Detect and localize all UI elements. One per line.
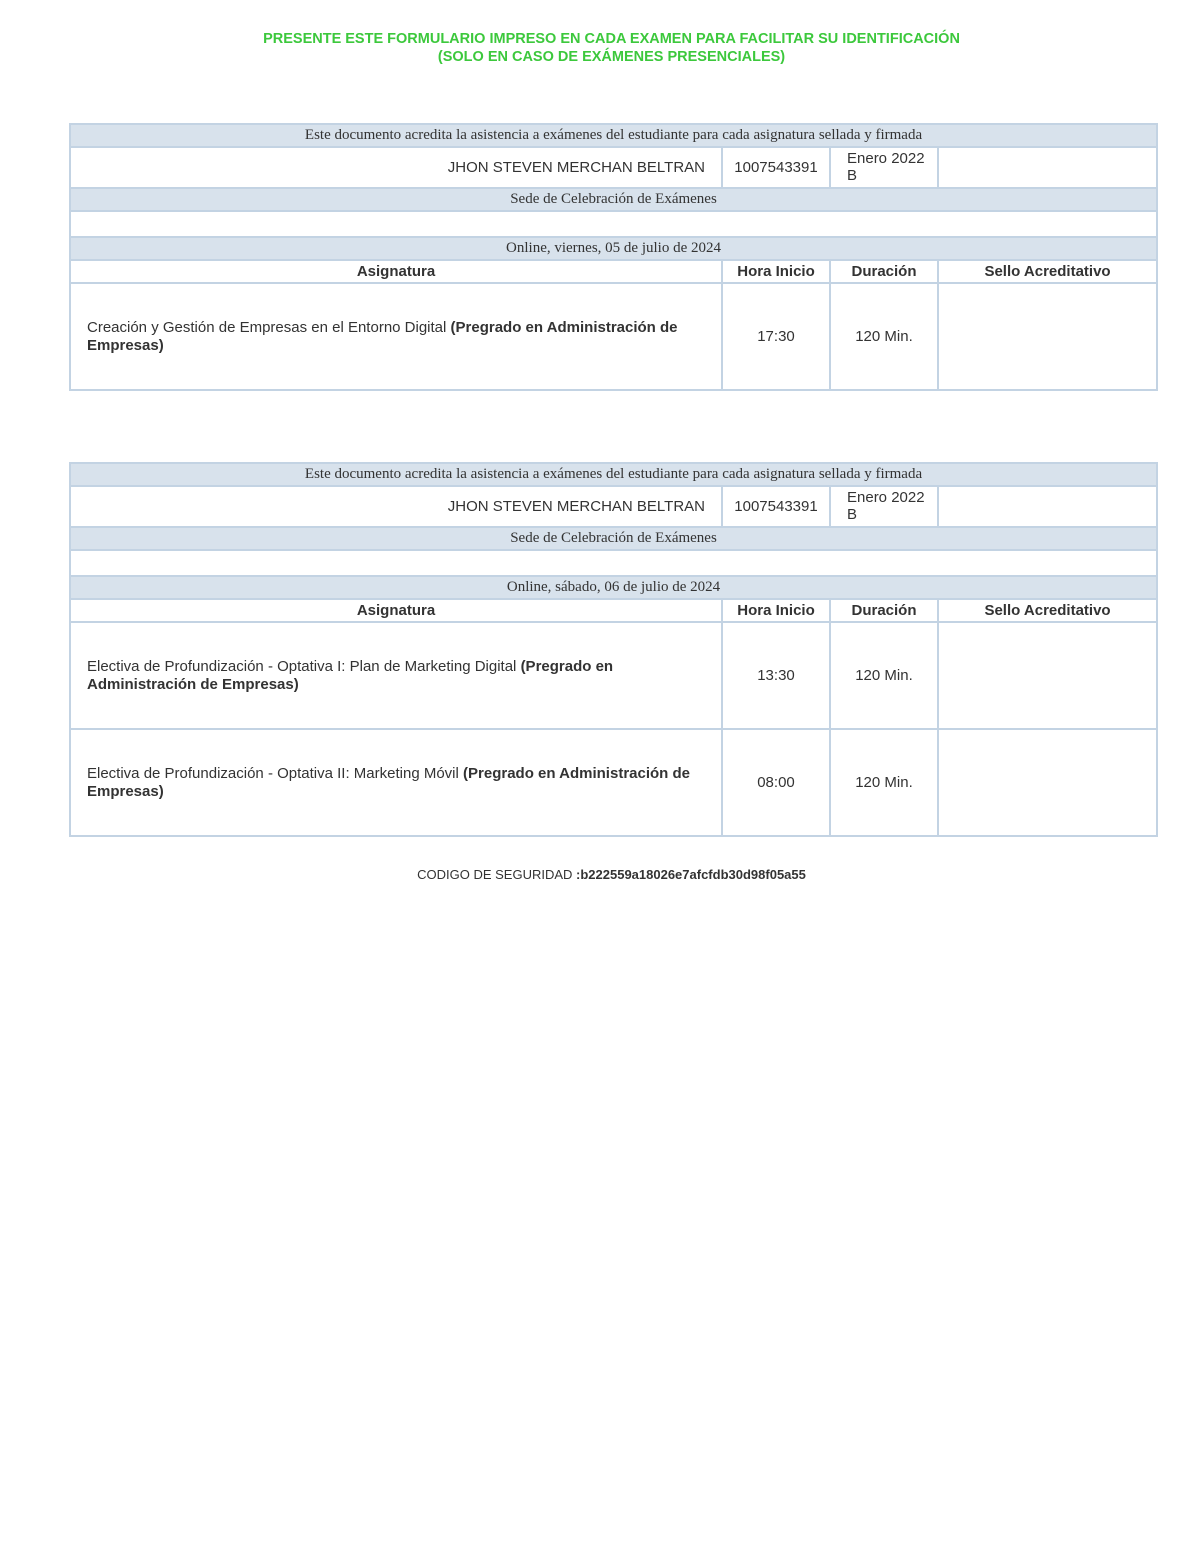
blank-cell (938, 486, 1157, 527)
header-subject: Asignatura (70, 599, 722, 622)
subject-name: Electiva de Profundización - Optativa II: Marketing Móvil (87, 764, 459, 782)
security-code (0, 867, 1200, 882)
period-line-2: B (847, 506, 858, 523)
header-subject: Asignatura (70, 260, 722, 283)
subject-program: (Pregrado en Administración de Empresas) (87, 764, 691, 800)
academic-period (830, 486, 938, 527)
start-time: 08:00 (722, 729, 830, 836)
card-title: Este documento acredita la asistencia a exámenes del estudiante para cada asignatura sellada y firmada (70, 463, 1157, 486)
header-start-time: Hora Inicio (722, 260, 830, 283)
period-line-1: Enero 2022 (847, 150, 925, 167)
start-time: 13:30 (722, 622, 830, 729)
header-duration: Duración (830, 260, 938, 283)
subject-cell (70, 729, 722, 836)
header-stamp: Sello Acreditativo (938, 260, 1157, 283)
venue-value (70, 211, 1157, 237)
subject-cell (70, 622, 722, 729)
venue-label: Sede de Celebración de Exámenes (70, 188, 1157, 211)
start-time: 17:30 (722, 283, 830, 390)
header-stamp: Sello Acreditativo (938, 599, 1157, 622)
header-duration: Duración (830, 599, 938, 622)
student-name: JHON STEVEN MERCHAN BELTRAN (70, 486, 722, 527)
table-row (70, 729, 1157, 836)
student-name: JHON STEVEN MERCHAN BELTRAN (70, 147, 722, 188)
stamp-cell (938, 622, 1157, 729)
security-code-label: CODIGO DE SEGURIDAD (417, 867, 573, 882)
table-row (70, 283, 1157, 390)
exam-date: Online, viernes, 05 de julio de 2024 (70, 237, 1157, 260)
period-line-2: B (847, 167, 858, 184)
exam-card-1 (69, 123, 1158, 391)
subject-name: Creación y Gestión de Empresas en el Entorno Digital (87, 318, 447, 336)
subject-cell (70, 283, 722, 390)
subject-name: Electiva de Profundización - Optativa I: Plan de Marketing Digital (87, 657, 517, 675)
header-start-time: Hora Inicio (722, 599, 830, 622)
blank-cell (938, 147, 1157, 188)
exam-date: Online, sábado, 06 de julio de 2024 (70, 576, 1157, 599)
duration: 120 Min. (830, 283, 938, 390)
exam-card-2 (69, 462, 1158, 837)
document-id: 1007543391 (722, 486, 830, 527)
duration: 120 Min. (830, 622, 938, 729)
stamp-cell (938, 283, 1157, 390)
subject-program: (Pregrado en Administración de Empresas) (87, 318, 678, 354)
document-id: 1007543391 (722, 147, 830, 188)
card-title: Este documento acredita la asistencia a exámenes del estudiante para cada asignatura sellada y firmada (70, 124, 1157, 147)
duration: 120 Min. (830, 729, 938, 836)
print-notice (0, 30, 1200, 66)
security-code-value: :b222559a18026e7afcfdb30d98f05a55 (576, 867, 806, 882)
stamp-cell (938, 729, 1157, 836)
print-notice-line-2: (SOLO EN CASO DE EXÁMENES PRESENCIALES) (437, 49, 786, 65)
print-notice-line-1: PRESENTE ESTE FORMULARIO IMPRESO EN CADA EXAMEN PARA FACILITAR SU IDENTIFICACIÓN (263, 31, 960, 47)
venue-label: Sede de Celebración de Exámenes (70, 527, 1157, 550)
table-row (70, 622, 1157, 729)
period-line-1: Enero 2022 (847, 489, 925, 506)
venue-value (70, 550, 1157, 576)
subject-program: (Pregrado en Administración de Empresas) (87, 657, 614, 693)
academic-period (830, 147, 938, 188)
